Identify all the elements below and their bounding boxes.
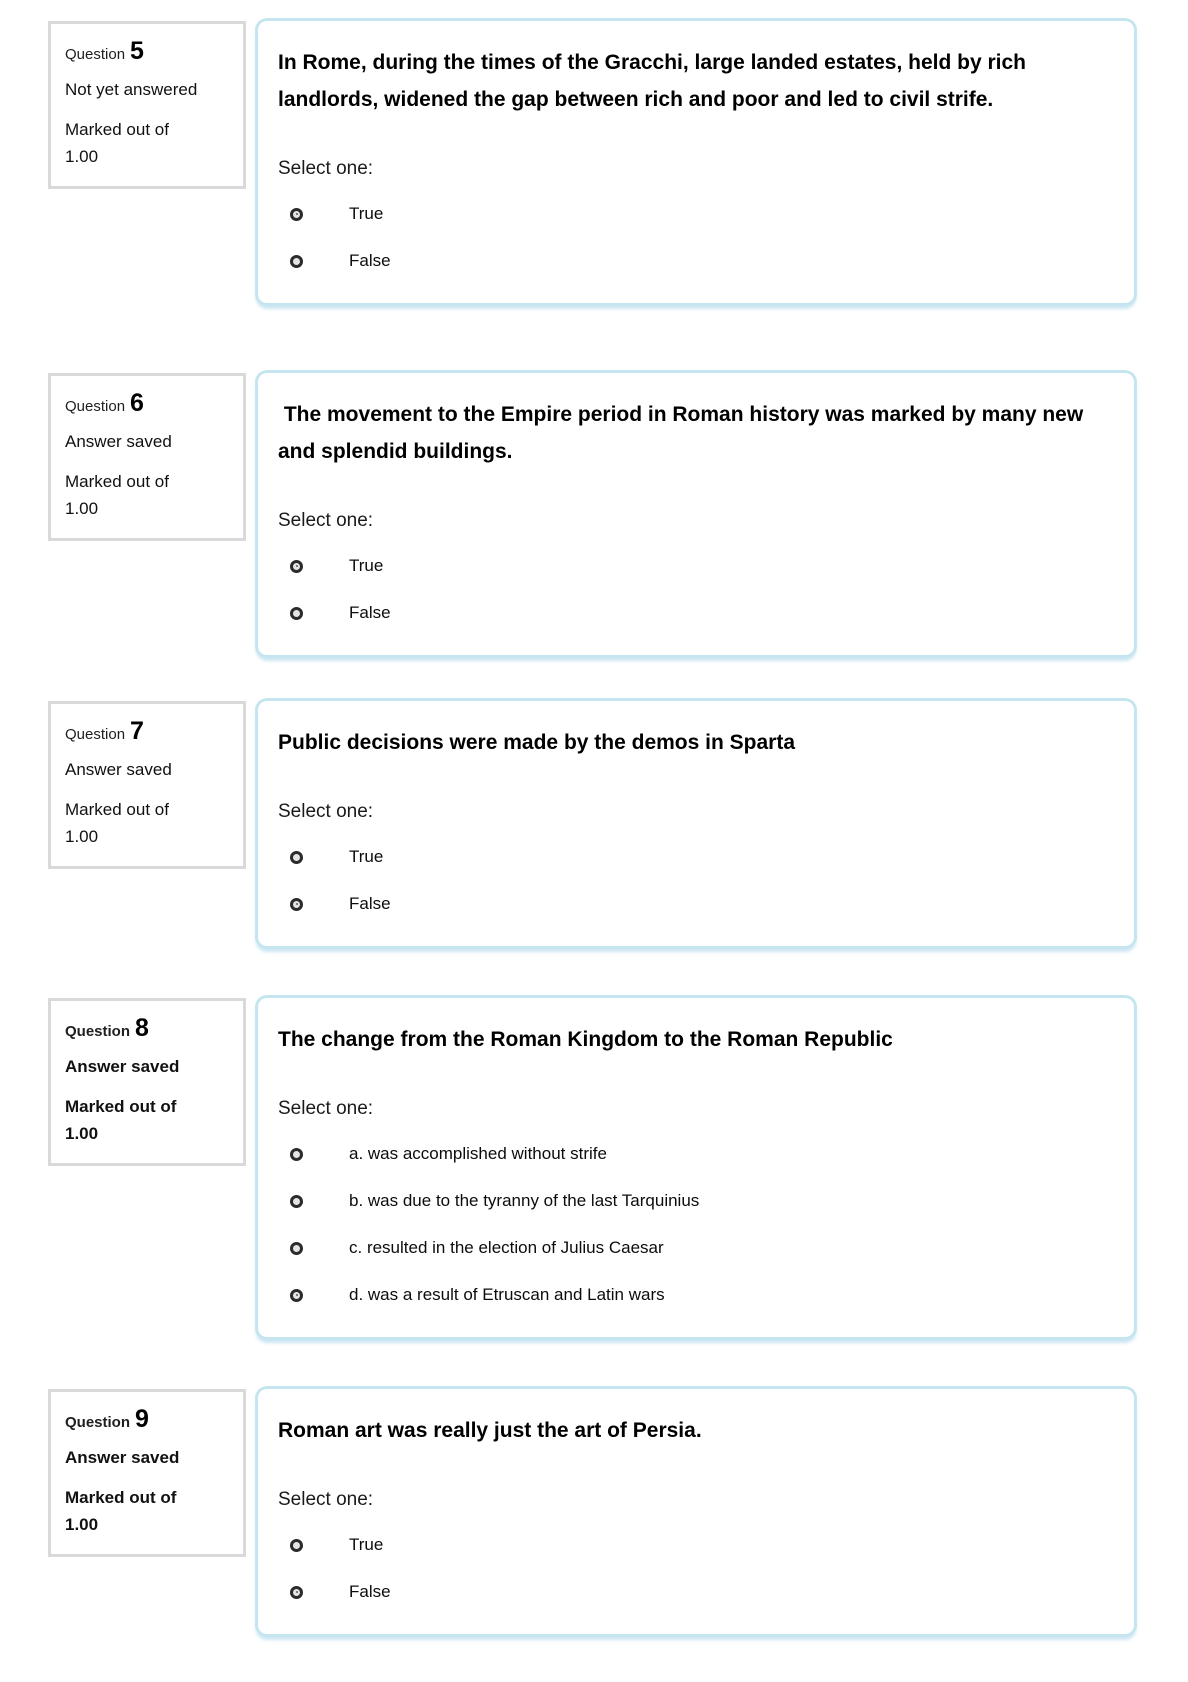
radio-button-icon[interactable] bbox=[290, 1242, 303, 1255]
question-number-value: 7 bbox=[130, 717, 144, 745]
answer-options bbox=[278, 845, 1094, 916]
answer-option-label[interactable]: d. was a result of Etruscan and Latin wars bbox=[349, 1285, 665, 1304]
answer-option-label[interactable]: False bbox=[349, 894, 391, 913]
answer-options bbox=[278, 554, 1094, 625]
answer-option-c[interactable] bbox=[278, 1236, 1094, 1260]
question-status: Answer saved bbox=[65, 760, 172, 779]
question-number-value: 6 bbox=[130, 389, 144, 417]
answer-options bbox=[278, 202, 1094, 273]
answer-option-label[interactable]: False bbox=[349, 1582, 391, 1601]
radio-button-icon[interactable] bbox=[290, 898, 303, 911]
question-text: Roman art was really just the art of Persia. bbox=[278, 1419, 702, 1442]
answer-option-true[interactable] bbox=[278, 202, 1094, 226]
select-one-label: Select one: bbox=[278, 1489, 374, 1510]
question-status: Answer saved bbox=[65, 432, 172, 451]
answer-options bbox=[278, 1142, 1094, 1307]
question-word-label: Question bbox=[65, 398, 126, 415]
answer-option-true[interactable] bbox=[278, 845, 1094, 869]
radio-button-icon[interactable] bbox=[290, 208, 303, 221]
answer-option-label[interactable]: True bbox=[349, 1535, 384, 1554]
question-block bbox=[48, 1386, 1137, 1637]
question-text: Public decisions were made by the demos in Sparta bbox=[278, 731, 795, 754]
answer-option-false[interactable] bbox=[278, 601, 1094, 625]
question-info-box bbox=[48, 21, 246, 189]
answer-option-label[interactable]: False bbox=[349, 603, 391, 622]
radio-button-icon[interactable] bbox=[290, 560, 303, 573]
select-one-label: Select one: bbox=[278, 158, 374, 179]
answer-option-false[interactable] bbox=[278, 892, 1094, 916]
question-grade: Marked out of 1.00 bbox=[65, 120, 169, 166]
radio-button-icon[interactable] bbox=[290, 1586, 303, 1599]
select-one-label: Select one: bbox=[278, 510, 374, 531]
question-info-box bbox=[48, 373, 246, 541]
answer-option-true[interactable] bbox=[278, 1533, 1094, 1557]
question-status: Not yet answered bbox=[65, 80, 198, 99]
question-info-box bbox=[48, 1389, 246, 1557]
question-content-box bbox=[255, 995, 1137, 1340]
question-number bbox=[65, 1014, 229, 1043]
question-number-value: 8 bbox=[135, 1014, 149, 1042]
answer-options bbox=[278, 1533, 1094, 1604]
answer-option-label[interactable]: True bbox=[349, 556, 384, 575]
answer-option-label[interactable]: False bbox=[349, 251, 391, 270]
question-text: The change from the Roman Kingdom to the Roman Republic bbox=[278, 1028, 893, 1051]
answer-option-label[interactable]: b. was due to the tyranny of the last Tarquinius bbox=[349, 1191, 700, 1210]
question-grade: Marked out of 1.00 bbox=[65, 800, 169, 846]
question-status: Answer saved bbox=[65, 1448, 180, 1467]
radio-button-icon[interactable] bbox=[290, 1539, 303, 1552]
radio-button-icon[interactable] bbox=[290, 255, 303, 268]
answer-option-label[interactable]: a. was accomplished without strife bbox=[349, 1144, 607, 1163]
select-one-label: Select one: bbox=[278, 801, 374, 822]
question-content-box bbox=[255, 698, 1137, 949]
answer-option-d[interactable] bbox=[278, 1283, 1094, 1307]
answer-option-true[interactable] bbox=[278, 554, 1094, 578]
question-content-box bbox=[255, 1386, 1137, 1637]
question-block bbox=[48, 370, 1137, 658]
radio-button-icon[interactable] bbox=[290, 1289, 303, 1302]
answer-option-false[interactable] bbox=[278, 1580, 1094, 1604]
question-block bbox=[48, 18, 1137, 306]
question-word-label: Question bbox=[65, 1414, 131, 1431]
question-block bbox=[48, 995, 1137, 1340]
question-number bbox=[65, 717, 229, 746]
question-content-box bbox=[255, 370, 1137, 658]
radio-button-icon[interactable] bbox=[290, 1148, 303, 1161]
radio-button-icon[interactable] bbox=[290, 1195, 303, 1208]
question-number-value: 9 bbox=[135, 1405, 149, 1433]
question-word-label: Question bbox=[65, 726, 126, 743]
question-text: The movement to the Empire period in Roman history was marked by many new and splendid buildings. bbox=[278, 403, 1090, 463]
question-number-value: 5 bbox=[130, 37, 144, 65]
question-grade: Marked out of 1.00 bbox=[65, 1488, 177, 1534]
question-number bbox=[65, 37, 229, 66]
radio-button-icon[interactable] bbox=[290, 851, 303, 864]
question-info-box bbox=[48, 998, 246, 1166]
answer-option-label[interactable]: True bbox=[349, 204, 384, 223]
question-word-label: Question bbox=[65, 46, 126, 63]
question-grade: Marked out of 1.00 bbox=[65, 1097, 177, 1143]
question-block bbox=[48, 698, 1137, 949]
question-status: Answer saved bbox=[65, 1057, 180, 1076]
radio-button-icon[interactable] bbox=[290, 607, 303, 620]
question-content-box bbox=[255, 18, 1137, 306]
answer-option-b[interactable] bbox=[278, 1189, 1094, 1213]
question-grade: Marked out of 1.00 bbox=[65, 472, 169, 518]
question-number bbox=[65, 389, 229, 418]
question-text: In Rome, during the times of the Gracchi, large landed estates, held by rich landlords, widened the gap between rich and poor and led to civil strife. bbox=[278, 51, 1032, 111]
answer-option-false[interactable] bbox=[278, 249, 1094, 273]
question-word-label: Question bbox=[65, 1023, 131, 1040]
question-info-box bbox=[48, 701, 246, 869]
select-one-label: Select one: bbox=[278, 1098, 374, 1119]
answer-option-a[interactable] bbox=[278, 1142, 1094, 1166]
answer-option-label[interactable]: True bbox=[349, 847, 384, 866]
answer-option-label[interactable]: c. resulted in the election of Julius Caesar bbox=[349, 1238, 664, 1257]
question-number bbox=[65, 1405, 229, 1434]
